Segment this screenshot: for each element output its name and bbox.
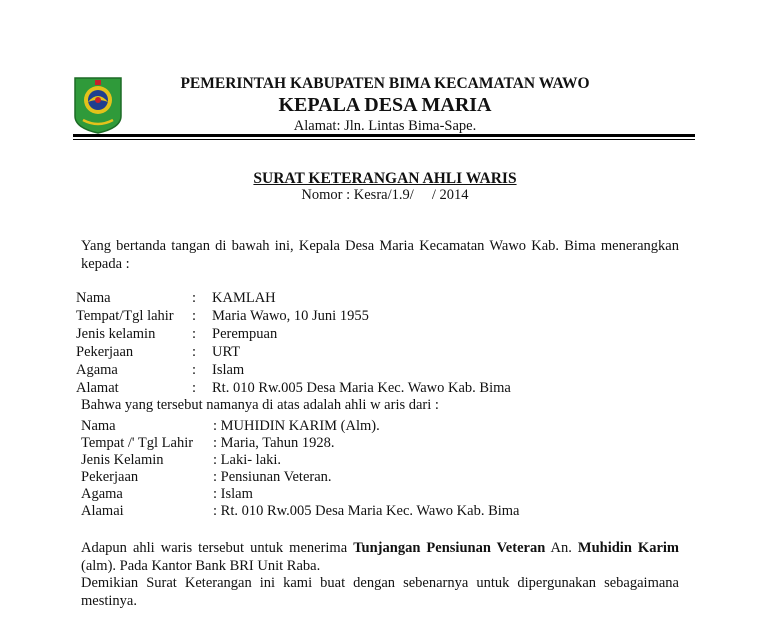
field-value: : Islam bbox=[213, 486, 253, 502]
regency-emblem-icon bbox=[73, 76, 123, 134]
purpose-text: (alm). Pada Kantor Bank BRI Unit Raba. bbox=[81, 558, 321, 574]
field-colon: : bbox=[192, 344, 197, 360]
benefit-name: Tunjangan Pensiunan Veteran bbox=[353, 540, 546, 556]
field-value: : MUHIDIN KARIM (Alm). bbox=[213, 418, 380, 434]
field-label: Nama bbox=[81, 418, 116, 434]
field-label: Tempat/Tgl lahir bbox=[76, 308, 174, 324]
field-label: Jenis Kelamin bbox=[81, 452, 164, 468]
header-divider-thick bbox=[73, 134, 695, 137]
intro-paragraph: Yang bertanda tangan di bawah ini, Kepala Desa Maria Kecamatan Wawo Kab. Bima menerangkan kepada : bbox=[81, 238, 679, 272]
field-value: : Maria, Tahun 1928. bbox=[213, 435, 335, 451]
field-colon: : bbox=[192, 308, 197, 324]
document-title: SURAT KETERANGAN AHLI WARIS bbox=[253, 170, 517, 187]
field-label: Agama bbox=[81, 486, 123, 502]
document-number: Nomor : Kesra/1.9/ / 2014 bbox=[301, 187, 469, 203]
field-label: Pekerjaan bbox=[81, 469, 139, 485]
field-colon: : bbox=[192, 326, 197, 342]
heir-statement: Bahwa yang tersebut namanya di atas adalah ahli w aris dari : bbox=[81, 397, 439, 413]
government-heading: PEMERINTAH KABUPATEN BIMA KECAMATAN WAWO bbox=[180, 75, 590, 92]
field-colon: : bbox=[192, 290, 197, 306]
field-value: : Pensiunan Veteran. bbox=[213, 469, 332, 485]
field-label: Nama bbox=[76, 290, 111, 306]
field-colon: : bbox=[192, 380, 197, 396]
field-label: Pekerjaan bbox=[76, 344, 134, 360]
field-value: KAMLAH bbox=[212, 290, 276, 306]
field-value: Islam bbox=[212, 362, 245, 378]
closing-paragraph: Demikian Surat Keterangan ini kami buat dengan sebenarnya untuk dipergunakan sebagaimana mestinya. bbox=[81, 575, 679, 609]
field-label: Agama bbox=[76, 362, 118, 378]
field-value: Maria Wawo, 10 Juni 1955 bbox=[212, 308, 369, 324]
deceased-name: Muhidin Karim bbox=[577, 540, 680, 556]
field-label: Alamat bbox=[76, 380, 119, 396]
purpose-text: An. bbox=[545, 540, 578, 556]
purpose-text: Adapun ahli waris tersebut untuk menerima bbox=[81, 540, 354, 556]
field-value: : Laki- laki. bbox=[213, 452, 282, 468]
field-label: Alamai bbox=[81, 503, 124, 519]
field-value: URT bbox=[212, 344, 241, 360]
field-value: : Rt. 010 Rw.005 Desa Maria Kec. Wawo Kab. Bima bbox=[213, 503, 520, 519]
field-label: Tempat /' Tgl Lahir bbox=[81, 435, 194, 451]
field-value: Rt. 010 Rw.005 Desa Maria Kec. Wawo Kab. Bima bbox=[212, 380, 511, 396]
office-heading: KEPALA DESA MARIA bbox=[278, 94, 492, 116]
purpose-paragraph bbox=[81, 539, 679, 575]
field-value: Perempuan bbox=[212, 326, 278, 342]
field-colon: : bbox=[192, 362, 197, 378]
header-divider-thin bbox=[73, 139, 695, 140]
office-address: Alamat: Jln. Lintas Bima-Sape. bbox=[293, 118, 477, 134]
field-label: Jenis kelamin bbox=[76, 326, 156, 342]
